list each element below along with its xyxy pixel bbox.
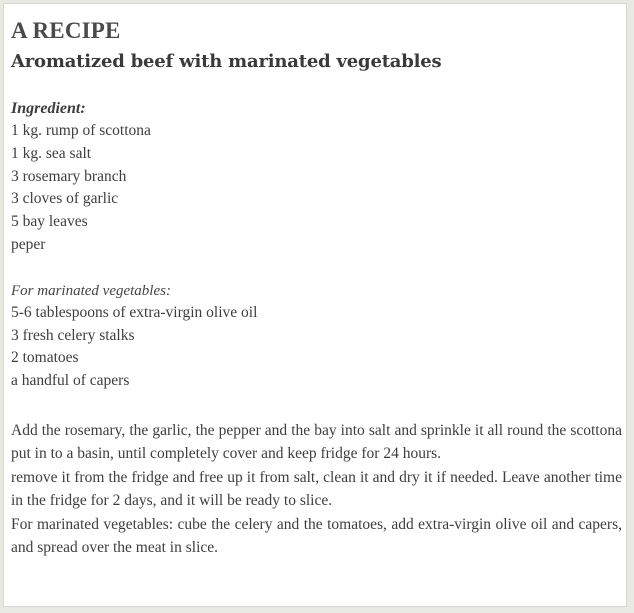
ingredients-list (11, 120, 622, 257)
method-paragraph: Add the rosemary, the garlic, the pepper and the bay into salt and sprinkle it all round the scottona put in to a basin, until completely cover and keep fridge for 24 hours. (11, 421, 622, 463)
recipe-kicker: A RECIPE (11, 18, 121, 43)
ingredient-item: 3 cloves of garlic (11, 190, 119, 208)
method-paragraph: remove it from the fridge and free up it from salt, clean it and dry it if needed. Leave another time in the fridge for 2 days, and it will be ready to slice. (11, 468, 622, 510)
ingredient-item: 1 kg. sea salt (11, 144, 92, 162)
vegetable-item: 3 fresh celery stalks (11, 326, 135, 344)
method-section (11, 419, 622, 560)
ingredient-item: 5 bay leaves (11, 213, 88, 231)
vegetables-list (11, 302, 622, 393)
vegetable-item: a handful of capers (11, 372, 130, 390)
vegetable-item: 2 tomatoes (11, 349, 79, 367)
ingredient-item: 1 kg. rump of scottona (11, 122, 151, 139)
recipe-title: Aromatized beef with marinated vegetables (11, 51, 442, 72)
recipe-card (3, 3, 627, 607)
ingredients-heading: Ingredient: (11, 100, 86, 117)
ingredient-item: 3 rosemary branch (11, 167, 127, 185)
method-paragraph: For marinated vegetables: cube the celery and the tomatoes, add extra-virgin olive oil and capers, and spread over the meat in slice. (11, 515, 622, 557)
vegetables-heading: For marinated vegetables: (11, 282, 171, 299)
vegetable-item: 5-6 tablespoons of extra-virgin olive oil (11, 303, 258, 321)
ingredient-item: peper (11, 235, 46, 253)
